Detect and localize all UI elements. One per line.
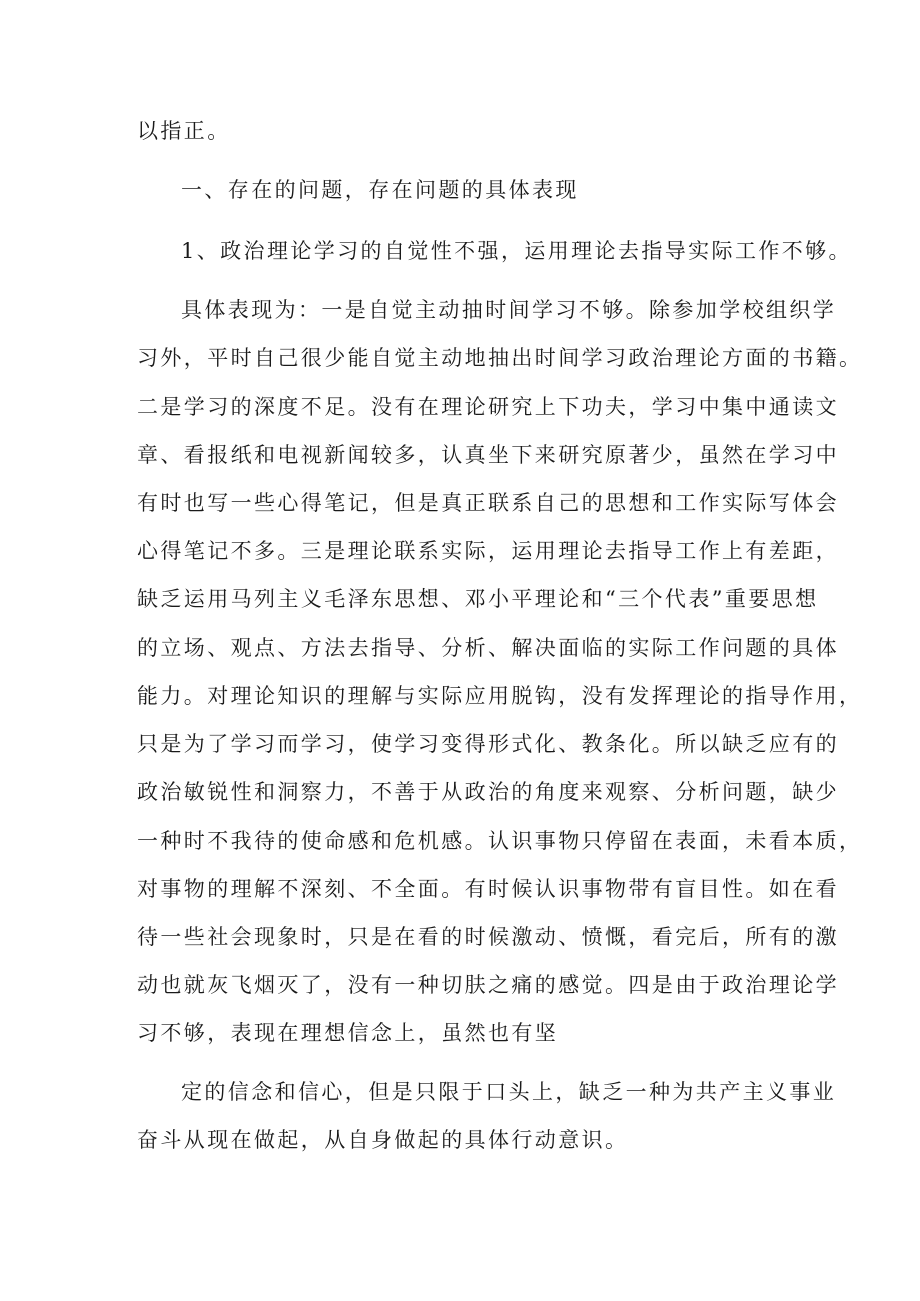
paragraph-line: 习不够，表现在理想信念上，虽然也有坚 (137, 1021, 559, 1045)
paragraph-line: 奋斗从现在做起，从自身做起的具体行动意识。 (137, 1128, 629, 1152)
paragraph-line: 有时也写一些心得笔记，但是真正联系自己的思想和工作实际写体会 (137, 491, 839, 515)
paragraph-line: 待一些社会现象时，只是在看的时候激动、愤慨，看完后，所有的激 (137, 925, 839, 949)
paragraph-line: 习外，平时自己很少能自觉主动地抽出时间学习政治理论方面的书籍。 (137, 346, 863, 370)
paragraph-line: 缺乏运用马列主义毛泽东思想、邓小平理论和“三个代表”重要思想 (137, 587, 819, 611)
paragraph-line: 只是为了学习而学习，使学习变得形式化、教条化。所以缺乏应有的 (137, 732, 839, 756)
subsection-heading: 1、政治理论学习的自觉性不强，运用理论去指导实际工作不够。 (181, 239, 852, 263)
section-heading: 一、存在的问题，存在问题的具体表现 (181, 178, 579, 202)
paragraph-line: 具体表现为：一是自觉主动抽时间学习不够。除参加学校组织学 (181, 298, 837, 322)
paragraph-line: 二是学习的深度不足。没有在理论研究上下功夫，学习中集中通读文 (137, 395, 839, 419)
paragraph-line: 对事物的理解不深刻、不全面。有时候认识事物带有盲目性。如在看 (137, 877, 839, 901)
paragraph-line: 心得笔记不多。三是理论联系实际，运用理论去指导工作上有差距， (137, 539, 839, 563)
paragraph-line: 政治敏锐性和洞察力，不善于从政治的角度来观察、分析问题，缺少 (137, 780, 839, 804)
text-line-continuation: 以指正。 (137, 119, 231, 143)
paragraph-line: 能力。对理论知识的理解与实际应用脱钩，没有发挥理论的指导作用， (137, 684, 863, 708)
paragraph-line: 定的信念和信心，但是只限于口头上，缺乏一种为共产主义事业 (181, 1080, 837, 1104)
paragraph-line: 章、看报纸和电视新闻较多，认真坐下来研究原著少，虽然在学习中 (137, 443, 839, 467)
paragraph-line: 一种时不我待的使命感和危机感。认识事物只停留在表面，未看本质， (137, 829, 863, 853)
paragraph-line: 动也就灰飞烟灭了，没有一种切肤之痛的感觉。四是由于政治理论学 (137, 973, 839, 997)
paragraph-line: 的立场、观点、方法去指导、分析、解决面临的实际工作问题的具体 (137, 636, 839, 660)
